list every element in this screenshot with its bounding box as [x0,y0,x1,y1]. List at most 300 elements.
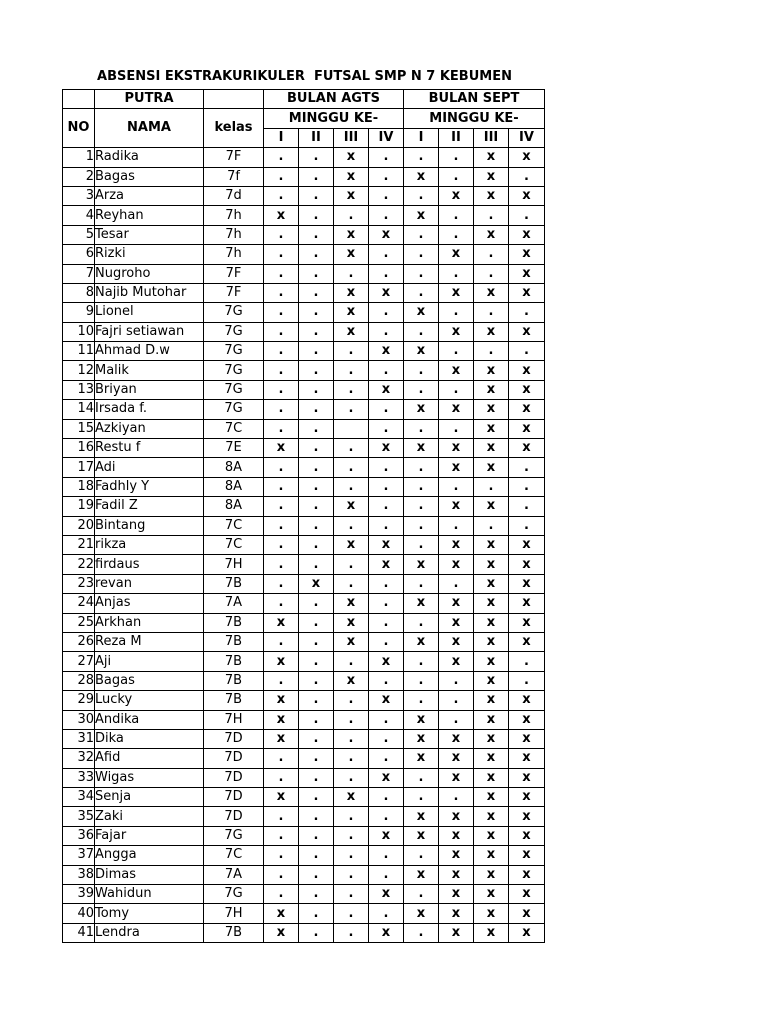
attendance-mark: . [299,283,334,302]
student-class: 7D [204,807,264,826]
row-number: 31 [63,729,95,748]
attendance-mark: x [404,400,439,419]
student-class: 7G [204,361,264,380]
attendance-mark: . [334,749,369,768]
attendance-mark: x [509,691,545,710]
attendance-mark: . [264,361,299,380]
student-name: Adi [95,458,204,477]
attendance-mark: . [474,264,509,283]
attendance-mark: . [509,652,545,671]
attendance-mark: . [334,846,369,865]
attendance-mark: . [509,477,545,496]
attendance-mark: . [474,477,509,496]
attendance-mark: . [264,885,299,904]
attendance-mark: x [509,245,545,264]
student-class: 7C [204,535,264,554]
attendance-mark: x [439,400,474,419]
attendance-mark: . [369,904,404,923]
row-number: 30 [63,710,95,729]
attendance-mark: . [264,303,299,322]
attendance-mark: . [369,400,404,419]
table-row [63,749,545,768]
table-row [63,729,545,748]
attendance-mark: x [439,729,474,748]
attendance-mark: . [264,846,299,865]
table-row [63,535,545,554]
attendance-mark: x [334,613,369,632]
attendance-mark: . [369,516,404,535]
attendance-mark: . [334,729,369,748]
attendance-mark: x [474,458,509,477]
student-class: 7f [204,167,264,186]
attendance-mark: x [334,497,369,516]
attendance-mark: . [369,322,404,341]
header-week-4: IV [509,128,545,147]
attendance-mark: . [369,361,404,380]
attendance-mark: . [404,768,439,787]
student-name: Fajar [95,826,204,845]
attendance-mark: x [369,826,404,845]
row-number: 19 [63,497,95,516]
student-name: Radika [95,148,204,167]
attendance-mark: . [264,594,299,613]
attendance-mark: x [474,594,509,613]
attendance-mark: . [299,206,334,225]
header-week-3: III [474,128,509,147]
row-number: 16 [63,439,95,458]
attendance-mark: x [439,283,474,302]
attendance-mark: x [264,691,299,710]
table-row [63,186,545,205]
attendance-mark: . [264,807,299,826]
attendance-mark: . [369,264,404,283]
attendance-mark: . [509,167,545,186]
attendance-mark: x [474,322,509,341]
attendance-mark: . [509,497,545,516]
attendance-mark: . [369,574,404,593]
attendance-mark: . [439,477,474,496]
attendance-mark: x [264,710,299,729]
attendance-mark: x [439,826,474,845]
student-class: 7B [204,632,264,651]
attendance-mark: x [439,904,474,923]
table-row [63,361,545,380]
attendance-mark: x [404,342,439,361]
student-class: 7d [204,186,264,205]
attendance-mark: . [334,458,369,477]
table-row [63,923,545,942]
attendance-mark: . [369,807,404,826]
row-number: 5 [63,225,95,244]
row-number: 2 [63,167,95,186]
attendance-mark: x [474,807,509,826]
student-class: 7D [204,729,264,748]
attendance-mark: x [509,729,545,748]
row-number: 22 [63,555,95,574]
attendance-mark: . [264,419,299,438]
attendance-mark: . [264,535,299,554]
student-name: Wigas [95,768,204,787]
attendance-mark: . [264,225,299,244]
table-row [63,574,545,593]
table-row [63,303,545,322]
student-name: Azkiyan [95,419,204,438]
student-name: Bintang [95,516,204,535]
attendance-mark: . [404,788,439,807]
attendance-mark: x [509,807,545,826]
attendance-mark: . [439,303,474,322]
table-row [63,225,545,244]
table-row [63,613,545,632]
attendance-mark: . [369,419,404,438]
student-name: Dika [95,729,204,748]
attendance-mark: . [334,380,369,399]
attendance-mark: . [299,380,334,399]
student-name: Arza [95,186,204,205]
attendance-mark: . [334,516,369,535]
attendance-mark: x [509,225,545,244]
student-class: 7F [204,283,264,302]
header-week-4: IV [369,128,404,147]
attendance-mark: . [264,749,299,768]
attendance-mark: x [404,749,439,768]
attendance-mark: x [509,535,545,554]
row-number: 1 [63,148,95,167]
attendance-mark: . [334,361,369,380]
attendance-mark: x [264,613,299,632]
attendance-mark: x [439,439,474,458]
attendance-mark: . [299,652,334,671]
attendance-mark: x [509,419,545,438]
attendance-mark: x [404,555,439,574]
student-class: 7G [204,303,264,322]
attendance-mark: . [264,245,299,264]
header-no: NO [63,109,95,148]
attendance-mark: . [299,400,334,419]
attendance-mark: . [299,303,334,322]
student-class: 7C [204,846,264,865]
attendance-mark: . [439,788,474,807]
attendance-mark: x [334,535,369,554]
attendance-mark: x [474,283,509,302]
student-name: Tomy [95,904,204,923]
row-number: 40 [63,904,95,923]
attendance-mark: x [509,749,545,768]
student-name: Reza M [95,632,204,651]
attendance-mark: . [474,206,509,225]
student-name: firdaus [95,555,204,574]
student-name: Andika [95,710,204,729]
header-week-2: II [439,128,474,147]
attendance-mark: x [439,865,474,884]
attendance-mark: . [264,477,299,496]
attendance-mark: x [264,206,299,225]
attendance-mark [334,419,369,438]
attendance-mark: . [299,613,334,632]
attendance-mark: . [369,749,404,768]
attendance-mark: . [474,342,509,361]
attendance-mark: x [474,691,509,710]
table-row [63,652,545,671]
row-number: 4 [63,206,95,225]
student-name: Ahmad D.w [95,342,204,361]
table-row [63,788,545,807]
attendance-mark: x [439,846,474,865]
attendance-mark: x [439,497,474,516]
table-row [63,206,545,225]
header-week-2: II [299,128,334,147]
attendance-mark: . [404,671,439,690]
attendance-mark: . [369,206,404,225]
attendance-mark: . [299,846,334,865]
attendance-mark: x [299,574,334,593]
attendance-mark: x [509,555,545,574]
attendance-mark: x [264,788,299,807]
attendance-mark: x [474,148,509,167]
attendance-mark: x [404,167,439,186]
header-kelas: kelas [204,109,264,148]
attendance-mark: x [474,613,509,632]
table-row [63,497,545,516]
header-minggu-agts: MINGGU KE- [264,109,404,128]
attendance-mark: x [474,923,509,942]
attendance-mark: . [369,167,404,186]
attendance-mark: x [474,380,509,399]
table-row [63,768,545,787]
attendance-mark: . [439,342,474,361]
attendance-mark: . [264,516,299,535]
student-class: 7B [204,613,264,632]
attendance-mark: x [509,148,545,167]
attendance-mark: . [369,245,404,264]
attendance-mark: . [299,167,334,186]
attendance-mark: . [369,632,404,651]
attendance-mark: . [299,264,334,283]
student-name: Briyan [95,380,204,399]
attendance-mark: . [299,148,334,167]
student-class: 8A [204,477,264,496]
attendance-mark: x [439,594,474,613]
attendance-mark: x [369,885,404,904]
attendance-mark: x [509,574,545,593]
attendance-mark: x [334,322,369,341]
attendance-mark: . [264,865,299,884]
student-name: revan [95,574,204,593]
row-number: 17 [63,458,95,477]
attendance-mark: . [509,303,545,322]
attendance-mark: . [509,671,545,690]
attendance-mark: x [264,652,299,671]
attendance-mark: x [439,749,474,768]
header-putra: PUTRA [95,90,204,109]
attendance-mark: . [299,710,334,729]
attendance-mark: . [369,729,404,748]
student-name: Fadhly Y [95,477,204,496]
attendance-mark: . [299,477,334,496]
attendance-mark: x [439,807,474,826]
student-name: Najib Mutohar [95,283,204,302]
student-class: 7h [204,206,264,225]
attendance-mark: . [404,186,439,205]
table-row [63,710,545,729]
attendance-mark: . [299,729,334,748]
attendance-mark: . [404,361,439,380]
attendance-mark: x [509,439,545,458]
table-row [63,167,545,186]
attendance-mark: . [264,283,299,302]
row-number: 27 [63,652,95,671]
attendance-mark: . [299,419,334,438]
student-class: 7H [204,710,264,729]
attendance-mark: . [299,245,334,264]
attendance-mark: . [334,768,369,787]
attendance-mark: x [509,186,545,205]
student-class: 7C [204,516,264,535]
student-name: Afid [95,749,204,768]
attendance-mark: x [439,652,474,671]
attendance-mark: x [474,632,509,651]
attendance-mark: . [369,671,404,690]
attendance-mark: . [299,807,334,826]
attendance-mark: . [369,710,404,729]
row-number: 29 [63,691,95,710]
attendance-mark: . [299,768,334,787]
attendance-mark: x [369,923,404,942]
student-class: 7B [204,923,264,942]
attendance-mark: x [509,380,545,399]
attendance-mark: . [509,342,545,361]
attendance-mark: . [439,380,474,399]
attendance-mark: . [264,380,299,399]
attendance-mark: . [404,613,439,632]
attendance-mark: . [334,264,369,283]
attendance-mark: x [369,535,404,554]
attendance-mark: x [474,167,509,186]
student-class: 7D [204,749,264,768]
header-month-agts: BULAN AGTS [264,90,404,109]
attendance-mark: . [404,264,439,283]
attendance-mark: . [334,807,369,826]
student-name: Lendra [95,923,204,942]
student-class: 7E [204,439,264,458]
table-row [63,555,545,574]
student-name: Reyhan [95,206,204,225]
table-row [63,439,545,458]
table-row [63,671,545,690]
attendance-mark: x [509,632,545,651]
attendance-mark: . [299,225,334,244]
student-class: 7B [204,652,264,671]
attendance-mark: . [509,516,545,535]
student-class: 7D [204,768,264,787]
attendance-mark: . [439,710,474,729]
attendance-mark: x [369,439,404,458]
attendance-mark: . [264,148,299,167]
row-number: 24 [63,594,95,613]
attendance-mark: . [439,225,474,244]
header-week-1: I [264,128,299,147]
attendance-mark: . [264,574,299,593]
attendance-mark: . [509,206,545,225]
student-name: Lucky [95,691,204,710]
attendance-mark: x [509,904,545,923]
student-class: 7B [204,691,264,710]
attendance-mark: x [334,148,369,167]
student-name: Restu f [95,439,204,458]
attendance-mark: x [439,613,474,632]
attendance-mark: . [299,671,334,690]
attendance-mark: x [334,225,369,244]
attendance-mark: x [404,594,439,613]
attendance-mark: . [404,535,439,554]
row-number: 18 [63,477,95,496]
attendance-mark: x [474,865,509,884]
row-number: 21 [63,535,95,554]
attendance-mark: . [404,885,439,904]
attendance-mark: . [334,555,369,574]
attendance-mark: . [299,923,334,942]
attendance-mark: x [334,788,369,807]
attendance-mark: . [404,923,439,942]
attendance-mark: x [474,574,509,593]
attendance-mark: x [404,826,439,845]
attendance-mark: . [404,322,439,341]
attendance-mark: . [264,186,299,205]
student-class: 7G [204,885,264,904]
table-row [63,264,545,283]
attendance-mark: x [509,885,545,904]
row-number: 28 [63,671,95,690]
table-row [63,826,545,845]
student-class: 7D [204,788,264,807]
attendance-mark: x [474,652,509,671]
table-row [63,245,545,264]
attendance-mark: x [334,186,369,205]
row-number: 34 [63,788,95,807]
student-name: Malik [95,361,204,380]
attendance-mark: . [439,167,474,186]
table-row [63,594,545,613]
attendance-mark: x [369,768,404,787]
attendance-mark: x [439,322,474,341]
attendance-mark: x [334,632,369,651]
attendance-mark: x [509,264,545,283]
row-number: 14 [63,400,95,419]
attendance-mark: x [439,535,474,554]
attendance-mark: x [439,245,474,264]
attendance-mark: x [439,885,474,904]
attendance-mark: x [509,768,545,787]
student-class: 7H [204,555,264,574]
attendance-mark: x [334,167,369,186]
attendance-mark: . [439,671,474,690]
attendance-mark: . [439,574,474,593]
table-row [63,865,545,884]
attendance-mark: . [299,439,334,458]
table-row [63,380,545,399]
row-number: 35 [63,807,95,826]
attendance-mark: x [369,342,404,361]
header-minggu-sept: MINGGU KE- [404,109,545,128]
table-row [63,400,545,419]
header-nama: NAMA [95,109,204,148]
attendance-mark: . [264,458,299,477]
attendance-mark: x [334,671,369,690]
student-name: Dimas [95,865,204,884]
student-class: 8A [204,458,264,477]
attendance-mark: . [334,439,369,458]
attendance-mark: . [299,691,334,710]
